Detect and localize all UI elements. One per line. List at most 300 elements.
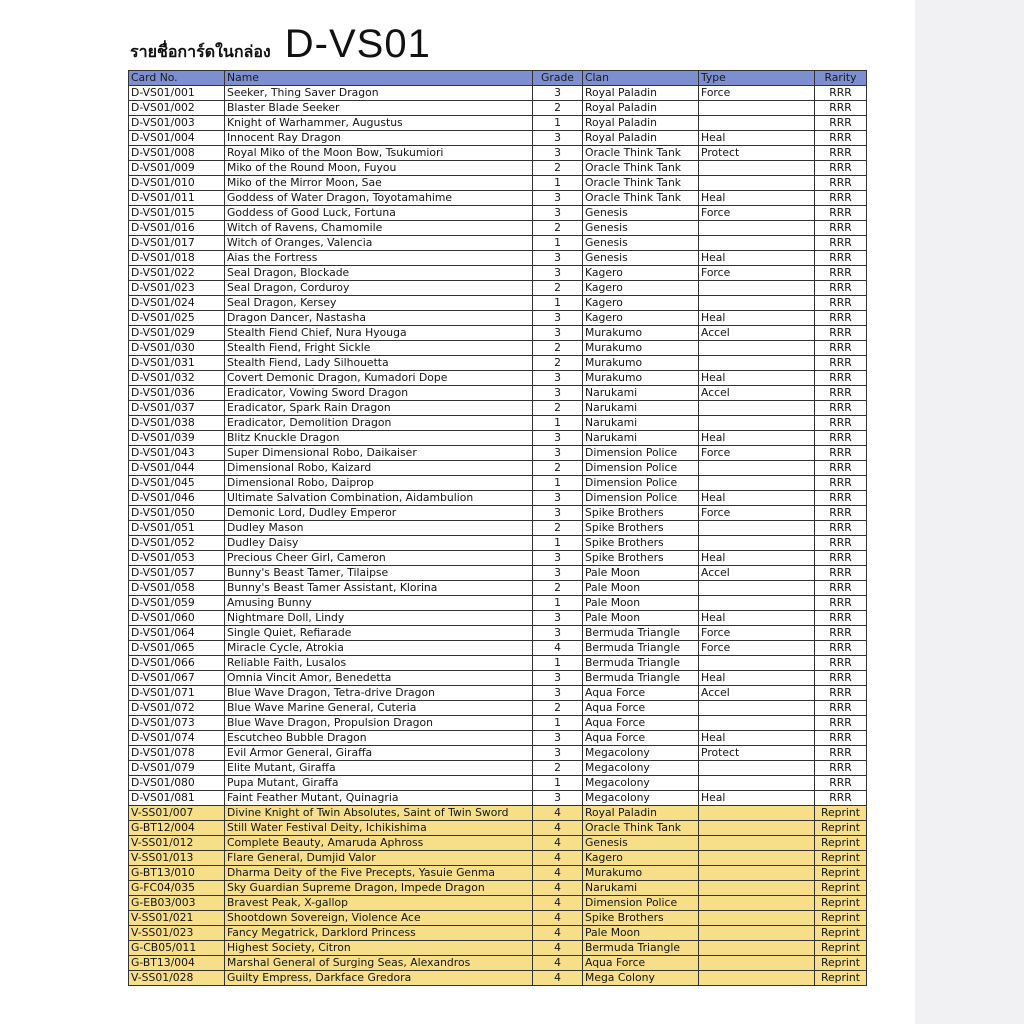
- type-cell: Force: [699, 626, 815, 641]
- card-number-cell: D-VS01/001: [129, 86, 225, 101]
- clan-cell: Aqua Force: [583, 731, 699, 746]
- card-name-cell: Eradicator, Spark Rain Dragon: [225, 401, 533, 416]
- grade-cell: 1: [533, 176, 583, 191]
- card-number-cell: D-VS01/039: [129, 431, 225, 446]
- rarity-cell: RRR: [815, 566, 867, 581]
- card-number-cell: D-VS01/064: [129, 626, 225, 641]
- type-cell: [699, 176, 815, 191]
- clan-cell: Oracle Think Tank: [583, 191, 699, 206]
- grade-cell: 3: [533, 86, 583, 101]
- card-number-cell: D-VS01/023: [129, 281, 225, 296]
- card-name-cell: Seeker, Thing Saver Dragon: [225, 86, 533, 101]
- table-row: [129, 131, 867, 146]
- table-row: [129, 671, 867, 686]
- grade-cell: 4: [533, 896, 583, 911]
- rarity-cell: RRR: [815, 206, 867, 221]
- card-number-cell: D-VS01/059: [129, 596, 225, 611]
- card-number-cell: D-VS01/081: [129, 791, 225, 806]
- table-row: [129, 206, 867, 221]
- table-row: [129, 326, 867, 341]
- table-row: [129, 116, 867, 131]
- card-name-cell: Bunny's Beast Tamer Assistant, Klorina: [225, 581, 533, 596]
- grade-cell: 1: [533, 596, 583, 611]
- rarity-cell: RRR: [815, 191, 867, 206]
- grade-cell: 3: [533, 326, 583, 341]
- table-row: [129, 926, 867, 941]
- heading-thai-label: รายชื่อการ์ดในกล่อง: [130, 42, 271, 61]
- clan-cell: Pale Moon: [583, 926, 699, 941]
- type-cell: [699, 401, 815, 416]
- card-name-cell: Dudley Daisy: [225, 536, 533, 551]
- table-row: [129, 731, 867, 746]
- type-cell: [699, 701, 815, 716]
- clan-cell: Spike Brothers: [583, 506, 699, 521]
- card-number-cell: D-VS01/015: [129, 206, 225, 221]
- card-number-cell: D-VS01/004: [129, 131, 225, 146]
- card-number-cell: D-VS01/030: [129, 341, 225, 356]
- grade-cell: 1: [533, 116, 583, 131]
- type-cell: [699, 101, 815, 116]
- rarity-cell: RRR: [815, 686, 867, 701]
- type-cell: [699, 161, 815, 176]
- table-row: [129, 161, 867, 176]
- table-row: [129, 956, 867, 971]
- rarity-cell: RRR: [815, 476, 867, 491]
- card-name-cell: Innocent Ray Dragon: [225, 131, 533, 146]
- table-row: [129, 281, 867, 296]
- card-number-cell: D-VS01/065: [129, 641, 225, 656]
- clan-cell: Oracle Think Tank: [583, 161, 699, 176]
- clan-cell: Spike Brothers: [583, 521, 699, 536]
- clan-cell: Pale Moon: [583, 596, 699, 611]
- right-margin-strip: [915, 0, 1024, 1024]
- rarity-cell: RRR: [815, 371, 867, 386]
- grade-cell: 2: [533, 701, 583, 716]
- clan-cell: Pale Moon: [583, 581, 699, 596]
- clan-cell: Megacolony: [583, 761, 699, 776]
- card-number-cell: V-SS01/021: [129, 911, 225, 926]
- table-row: [129, 356, 867, 371]
- table-row: [129, 701, 867, 716]
- type-cell: [699, 881, 815, 896]
- card-name-cell: Dimensional Robo, Kaizard: [225, 461, 533, 476]
- card-number-cell: D-VS01/071: [129, 686, 225, 701]
- table-row: [129, 86, 867, 101]
- card-name-cell: Ultimate Salvation Combination, Aidambulion: [225, 491, 533, 506]
- card-name-cell: Dimensional Robo, Daiprop: [225, 476, 533, 491]
- card-number-cell: D-VS01/046: [129, 491, 225, 506]
- table-row: [129, 686, 867, 701]
- clan-cell: Dimension Police: [583, 896, 699, 911]
- grade-cell: 2: [533, 461, 583, 476]
- rarity-cell: RRR: [815, 446, 867, 461]
- rarity-cell: RRR: [815, 611, 867, 626]
- type-cell: [699, 596, 815, 611]
- type-cell: [699, 836, 815, 851]
- rarity-cell: RRR: [815, 146, 867, 161]
- type-cell: Heal: [699, 311, 815, 326]
- clan-cell: Dimension Police: [583, 461, 699, 476]
- grade-cell: 3: [533, 551, 583, 566]
- clan-cell: Spike Brothers: [583, 536, 699, 551]
- type-cell: Force: [699, 506, 815, 521]
- table-row: [129, 641, 867, 656]
- rarity-cell: RRR: [815, 341, 867, 356]
- rarity-cell: RRR: [815, 581, 867, 596]
- card-name-cell: Witch of Oranges, Valencia: [225, 236, 533, 251]
- clan-cell: Aqua Force: [583, 701, 699, 716]
- type-cell: Accel: [699, 566, 815, 581]
- card-name-cell: Guilty Empress, Darkface Gredora: [225, 971, 533, 986]
- grade-cell: 3: [533, 311, 583, 326]
- card-name-cell: Dharma Deity of the Five Precepts, Yasuie Genma: [225, 866, 533, 881]
- table-body: [129, 86, 867, 986]
- type-cell: Heal: [699, 731, 815, 746]
- type-cell: Heal: [699, 491, 815, 506]
- card-name-cell: Blue Wave Dragon, Propulsion Dragon: [225, 716, 533, 731]
- card-number-cell: G-FC04/035: [129, 881, 225, 896]
- clan-cell: Narukami: [583, 401, 699, 416]
- table-row: [129, 266, 867, 281]
- type-cell: [699, 971, 815, 986]
- grade-cell: 1: [533, 536, 583, 551]
- rarity-cell: Reprint: [815, 866, 867, 881]
- grade-cell: 3: [533, 506, 583, 521]
- rarity-cell: RRR: [815, 251, 867, 266]
- type-cell: Heal: [699, 791, 815, 806]
- clan-cell: Murakumo: [583, 341, 699, 356]
- rarity-cell: RRR: [815, 131, 867, 146]
- grade-cell: 1: [533, 236, 583, 251]
- card-name-cell: Fancy Megatrick, Darklord Princess: [225, 926, 533, 941]
- grade-cell: 3: [533, 731, 583, 746]
- card-number-cell: D-VS01/050: [129, 506, 225, 521]
- rarity-cell: RRR: [815, 536, 867, 551]
- card-name-cell: Escutcheo Bubble Dragon: [225, 731, 533, 746]
- rarity-cell: RRR: [815, 326, 867, 341]
- table-row: [129, 581, 867, 596]
- clan-cell: Bermuda Triangle: [583, 941, 699, 956]
- grade-cell: 2: [533, 161, 583, 176]
- type-cell: [699, 296, 815, 311]
- grade-cell: 4: [533, 911, 583, 926]
- rarity-cell: RRR: [815, 746, 867, 761]
- rarity-cell: RRR: [815, 86, 867, 101]
- card-name-cell: Bunny's Beast Tamer, Tilaipse: [225, 566, 533, 581]
- card-name-cell: Covert Demonic Dragon, Kumadori Dope: [225, 371, 533, 386]
- clan-cell: Dimension Police: [583, 491, 699, 506]
- table-row: [129, 221, 867, 236]
- rarity-cell: RRR: [815, 731, 867, 746]
- type-cell: [699, 896, 815, 911]
- table-row: [129, 836, 867, 851]
- table-row: [129, 866, 867, 881]
- card-name-cell: Flare General, Dumjid Valor: [225, 851, 533, 866]
- grade-cell: 4: [533, 641, 583, 656]
- type-cell: Force: [699, 641, 815, 656]
- card-number-cell: G-BT12/004: [129, 821, 225, 836]
- rarity-cell: RRR: [815, 716, 867, 731]
- card-number-cell: D-VS01/010: [129, 176, 225, 191]
- grade-cell: 2: [533, 401, 583, 416]
- card-number-cell: D-VS01/032: [129, 371, 225, 386]
- grade-cell: 2: [533, 281, 583, 296]
- table-row: [129, 251, 867, 266]
- table-row: [129, 821, 867, 836]
- rarity-cell: RRR: [815, 386, 867, 401]
- card-name-cell: Miko of the Round Moon, Fuyou: [225, 161, 533, 176]
- rarity-cell: RRR: [815, 236, 867, 251]
- clan-cell: Royal Paladin: [583, 116, 699, 131]
- type-cell: [699, 356, 815, 371]
- card-name-cell: Stealth Fiend Chief, Nura Hyouga: [225, 326, 533, 341]
- grade-cell: 1: [533, 476, 583, 491]
- grade-cell: 4: [533, 971, 583, 986]
- table-row: [129, 311, 867, 326]
- rarity-cell: RRR: [815, 641, 867, 656]
- type-cell: Force: [699, 446, 815, 461]
- clan-cell: Aqua Force: [583, 956, 699, 971]
- table-row: [129, 776, 867, 791]
- grade-cell: 4: [533, 881, 583, 896]
- card-number-cell: D-VS01/024: [129, 296, 225, 311]
- rarity-cell: RRR: [815, 416, 867, 431]
- clan-cell: Royal Paladin: [583, 101, 699, 116]
- clan-cell: Murakumo: [583, 326, 699, 341]
- rarity-cell: RRR: [815, 551, 867, 566]
- grade-cell: 2: [533, 761, 583, 776]
- grade-cell: 2: [533, 341, 583, 356]
- type-cell: Heal: [699, 251, 815, 266]
- type-cell: Heal: [699, 671, 815, 686]
- clan-cell: Murakumo: [583, 371, 699, 386]
- grade-cell: 1: [533, 776, 583, 791]
- card-number-cell: V-SS01/013: [129, 851, 225, 866]
- grade-cell: 3: [533, 131, 583, 146]
- clan-cell: Narukami: [583, 416, 699, 431]
- grade-cell: 3: [533, 371, 583, 386]
- grade-cell: 4: [533, 821, 583, 836]
- card-name-cell: Blue Wave Marine General, Cuteria: [225, 701, 533, 716]
- card-name-cell: Dragon Dancer, Nastasha: [225, 311, 533, 326]
- clan-cell: Narukami: [583, 431, 699, 446]
- type-cell: [699, 716, 815, 731]
- clan-cell: Royal Paladin: [583, 806, 699, 821]
- clan-cell: Bermuda Triangle: [583, 671, 699, 686]
- card-name-cell: Nightmare Doll, Lindy: [225, 611, 533, 626]
- rarity-cell: Reprint: [815, 971, 867, 986]
- card-number-cell: D-VS01/058: [129, 581, 225, 596]
- card-number-cell: D-VS01/060: [129, 611, 225, 626]
- clan-cell: Dimension Police: [583, 446, 699, 461]
- table-row: [129, 146, 867, 161]
- grade-cell: 3: [533, 626, 583, 641]
- card-number-cell: D-VS01/009: [129, 161, 225, 176]
- table-row: [129, 881, 867, 896]
- card-name-cell: Knight of Warhammer, Augustus: [225, 116, 533, 131]
- clan-cell: Bermuda Triangle: [583, 641, 699, 656]
- table-row: [129, 506, 867, 521]
- card-number-cell: D-VS01/017: [129, 236, 225, 251]
- card-number-cell: D-VS01/038: [129, 416, 225, 431]
- type-cell: [699, 656, 815, 671]
- card-name-cell: Bravest Peak, X-gallop: [225, 896, 533, 911]
- card-number-cell: D-VS01/008: [129, 146, 225, 161]
- table-row: [129, 716, 867, 731]
- clan-cell: Genesis: [583, 221, 699, 236]
- table-row: [129, 461, 867, 476]
- type-cell: [699, 581, 815, 596]
- grade-cell: 4: [533, 926, 583, 941]
- grade-cell: 3: [533, 206, 583, 221]
- table-row: [129, 446, 867, 461]
- type-cell: [699, 911, 815, 926]
- table-row: [129, 656, 867, 671]
- type-cell: Heal: [699, 131, 815, 146]
- clan-cell: Mega Colony: [583, 971, 699, 986]
- table-row: [129, 386, 867, 401]
- type-cell: [699, 341, 815, 356]
- rarity-cell: RRR: [815, 671, 867, 686]
- grade-cell: 2: [533, 581, 583, 596]
- grade-cell: 3: [533, 251, 583, 266]
- clan-cell: Murakumo: [583, 356, 699, 371]
- card-name-cell: Eradicator, Demolition Dragon: [225, 416, 533, 431]
- table-row: [129, 971, 867, 986]
- type-cell: [699, 461, 815, 476]
- rarity-cell: Reprint: [815, 956, 867, 971]
- card-name-cell: Elite Mutant, Giraffa: [225, 761, 533, 776]
- type-cell: [699, 236, 815, 251]
- table-row: [129, 236, 867, 251]
- grade-cell: 3: [533, 386, 583, 401]
- type-cell: Heal: [699, 551, 815, 566]
- type-cell: [699, 476, 815, 491]
- card-number-cell: D-VS01/002: [129, 101, 225, 116]
- clan-cell: Kagero: [583, 311, 699, 326]
- card-name-cell: Goddess of Good Luck, Fortuna: [225, 206, 533, 221]
- type-cell: Protect: [699, 146, 815, 161]
- type-cell: Force: [699, 206, 815, 221]
- card-number-cell: D-VS01/003: [129, 116, 225, 131]
- table-row: [129, 296, 867, 311]
- clan-cell: Royal Paladin: [583, 131, 699, 146]
- page-heading: [130, 22, 431, 72]
- table-row: [129, 626, 867, 641]
- card-name-cell: Amusing Bunny: [225, 596, 533, 611]
- table-row: [129, 491, 867, 506]
- grade-cell: 4: [533, 941, 583, 956]
- type-cell: [699, 761, 815, 776]
- card-number-cell: D-VS01/079: [129, 761, 225, 776]
- header-row: [129, 71, 867, 86]
- table-row: [129, 416, 867, 431]
- card-name-cell: Seal Dragon, Kersey: [225, 296, 533, 311]
- header-rarity: Rarity: [815, 71, 867, 86]
- card-number-cell: G-CB05/011: [129, 941, 225, 956]
- clan-cell: Oracle Think Tank: [583, 146, 699, 161]
- table-row: [129, 101, 867, 116]
- rarity-cell: RRR: [815, 161, 867, 176]
- clan-cell: Megacolony: [583, 791, 699, 806]
- card-name-cell: Faint Feather Mutant, Quinagria: [225, 791, 533, 806]
- clan-cell: Pale Moon: [583, 611, 699, 626]
- grade-cell: 1: [533, 296, 583, 311]
- rarity-cell: RRR: [815, 296, 867, 311]
- card-number-cell: G-BT13/004: [129, 956, 225, 971]
- clan-cell: Genesis: [583, 836, 699, 851]
- grade-cell: 3: [533, 146, 583, 161]
- type-cell: [699, 536, 815, 551]
- card-name-cell: Miracle Cycle, Atrokia: [225, 641, 533, 656]
- rarity-cell: Reprint: [815, 836, 867, 851]
- card-name-cell: Blaster Blade Seeker: [225, 101, 533, 116]
- grade-cell: 4: [533, 836, 583, 851]
- card-name-cell: Aias the Fortress: [225, 251, 533, 266]
- grade-cell: 1: [533, 716, 583, 731]
- clan-cell: Kagero: [583, 296, 699, 311]
- card-name-cell: Seal Dragon, Blockade: [225, 266, 533, 281]
- grade-cell: 3: [533, 611, 583, 626]
- rarity-cell: RRR: [815, 656, 867, 671]
- card-name-cell: Precious Cheer Girl, Cameron: [225, 551, 533, 566]
- clan-cell: Murakumo: [583, 866, 699, 881]
- rarity-cell: RRR: [815, 791, 867, 806]
- type-cell: Protect: [699, 746, 815, 761]
- grade-cell: 3: [533, 671, 583, 686]
- table-row: [129, 371, 867, 386]
- table-row: [129, 521, 867, 536]
- card-number-cell: D-VS01/072: [129, 701, 225, 716]
- rarity-cell: RRR: [815, 116, 867, 131]
- card-name-cell: Blue Wave Dragon, Tetra-drive Dragon: [225, 686, 533, 701]
- clan-cell: Bermuda Triangle: [583, 656, 699, 671]
- card-number-cell: D-VS01/045: [129, 476, 225, 491]
- grade-cell: 3: [533, 791, 583, 806]
- card-number-cell: D-VS01/025: [129, 311, 225, 326]
- rarity-cell: RRR: [815, 101, 867, 116]
- grade-cell: 1: [533, 656, 583, 671]
- grade-cell: 2: [533, 521, 583, 536]
- rarity-cell: RRR: [815, 311, 867, 326]
- table-row: [129, 791, 867, 806]
- card-name-cell: Marshal General of Surging Seas, Alexandros: [225, 956, 533, 971]
- card-number-cell: D-VS01/052: [129, 536, 225, 551]
- card-number-cell: D-VS01/043: [129, 446, 225, 461]
- card-name-cell: Shootdown Sovereign, Violence Ace: [225, 911, 533, 926]
- grade-cell: 3: [533, 431, 583, 446]
- table-row: [129, 611, 867, 626]
- table-row: [129, 176, 867, 191]
- card-number-cell: D-VS01/051: [129, 521, 225, 536]
- type-cell: Accel: [699, 326, 815, 341]
- table-row: [129, 551, 867, 566]
- grade-cell: 2: [533, 101, 583, 116]
- clan-cell: Kagero: [583, 281, 699, 296]
- card-number-cell: D-VS01/044: [129, 461, 225, 476]
- table-row: [129, 566, 867, 581]
- grade-cell: 3: [533, 191, 583, 206]
- type-cell: [699, 416, 815, 431]
- card-name-cell: Blitz Knuckle Dragon: [225, 431, 533, 446]
- header-grade: Grade: [533, 71, 583, 86]
- grade-cell: 4: [533, 851, 583, 866]
- clan-cell: Aqua Force: [583, 686, 699, 701]
- card-name-cell: Sky Guardian Supreme Dragon, Impede Dragon: [225, 881, 533, 896]
- type-cell: [699, 956, 815, 971]
- grade-cell: 4: [533, 956, 583, 971]
- card-list-table: [128, 70, 867, 986]
